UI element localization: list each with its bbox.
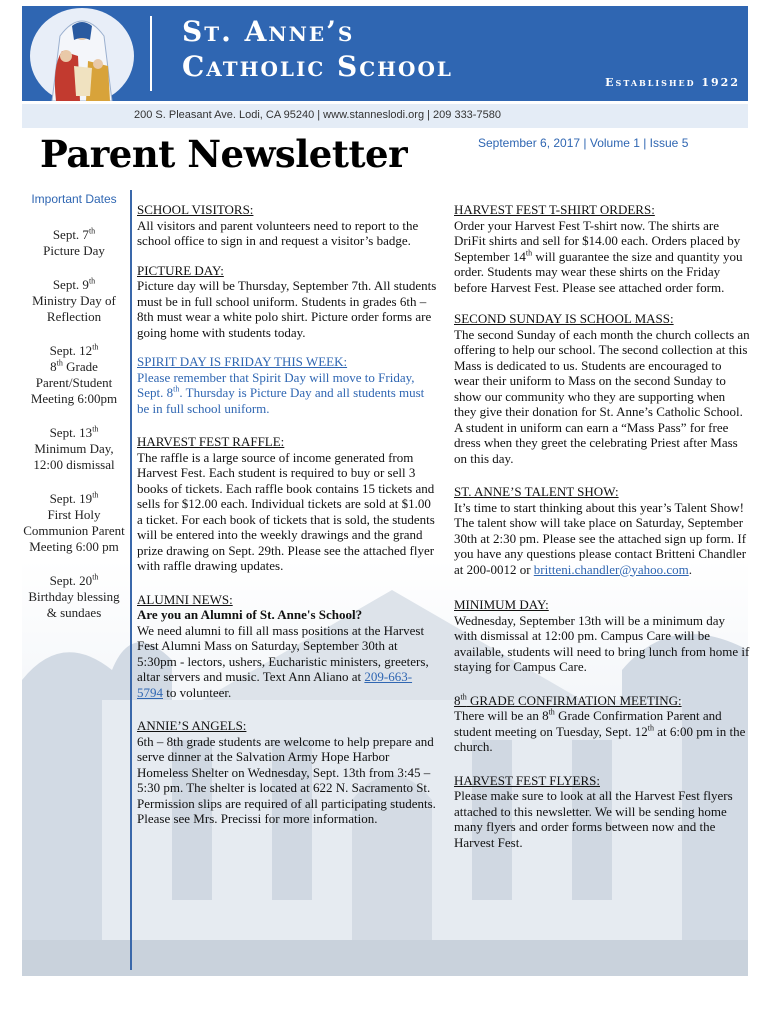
date-event: Birthday blessing & sundaes [28, 589, 120, 620]
body-text: . [688, 561, 692, 577]
date-day: Sept. 7 [52, 227, 89, 242]
header-banner [22, 6, 748, 101]
school-name [182, 14, 453, 84]
picture-day-section [137, 263, 437, 341]
section-heading: PICTURE DAY: [137, 262, 224, 278]
body-sup: th [548, 707, 555, 717]
column-divider [130, 190, 132, 970]
section-heading: ST. ANNE’S TALENT SHOW: [454, 484, 619, 499]
section-body: All visitors and parent volunteers need to report to the school office to sign in and request a visitor’s badge. [137, 217, 419, 248]
main-column-left [137, 202, 437, 841]
section-heading: MINIMUM DAY: [454, 597, 549, 612]
section-body: Please make sure to look at all the Harvest Fest flyers attached to this newsletter. We will be sending home many flyers and order forms between now and the Harvest Fest. [454, 788, 733, 850]
school-name-line1: St. Anne’s [182, 15, 355, 48]
date-sup: th [92, 490, 99, 500]
section-heading: HARVEST FEST T-SHIRT ORDERS: [454, 202, 655, 217]
section-body [137, 623, 437, 701]
date-day: Sept. 9 [52, 277, 89, 292]
date-item [22, 277, 126, 325]
section-heading: HARVEST FEST RAFFLE: [137, 434, 285, 449]
body-text: We need alumni to fill all mass positions at the Harvest Fest Alumni Mass on Saturday, September 30th at 5:30pm - lectors, ushers, Eucharistic ministers, greeters, altar servers and music. Text Ann Aliano at [137, 622, 429, 684]
harvest-fest-flyers-section [454, 773, 750, 851]
section-heading [454, 693, 750, 709]
date-sup: th [92, 342, 99, 352]
body-text: will guarantee the size and quantity you order. Students may wear these shirts on the Friday before Harvest Fest. Please see attached order form. [454, 248, 743, 295]
section-heading: ALUMNI NEWS: [137, 591, 233, 607]
date-event: First Holy Communion Parent Meeting 6:00 pm [23, 507, 125, 554]
section-body [454, 500, 750, 578]
date-sup: th [56, 358, 63, 368]
date-sup: th [92, 424, 99, 434]
newsletter-title: Parent Newsletter [40, 132, 408, 176]
alumni-news-section [137, 592, 437, 701]
main-column-right [454, 202, 750, 864]
phone-link[interactable]: 209-663-5794 [137, 669, 413, 700]
alumni-question: Are you an Alumni of St. Anne's School? [137, 607, 363, 622]
date-day: Sept. 19 [49, 491, 93, 506]
date-item [22, 343, 126, 407]
section-body [454, 708, 750, 755]
section-body: The second Sunday of each month the church collects an offering to help our school. The second collection at this Mass is dedicated to us. Students are encouraged to wear their uniform to Mass on the second Sunday to show our community who they are supporting when they give their donation for St. Anne’s Catholic School. A student in uniform can earn a “Mass Pass” for free dress when they greet the celebrating Priest after Mass on this day. [454, 326, 750, 466]
contact-info: 200 S. Pleasant Ave. Lodi, CA 95240 | www.stanneslodi.org | 209 333-7580 [134, 109, 501, 121]
date-item [22, 227, 126, 259]
date-event: Grade Parent/Student Meeting 6:00pm [30, 359, 118, 406]
date-sup: th [92, 572, 99, 582]
section-body [454, 218, 750, 296]
spirit-day-section [137, 354, 437, 416]
body-text: Please remember that Spirit Day will move to Friday, Sept. 8 [137, 369, 415, 400]
section-body: Wednesday, September 13th will be a minimum day with dismissal at 12:00 pm. Campus Care will be available, students will need to bring lunch from home if staying for Campus Care. [454, 612, 750, 674]
body-text: to volunteer. [163, 684, 232, 700]
body-text: Grade Confirmation Parent and student meeting on Tuesday, Sept. 12 [454, 708, 722, 739]
harvest-fest-raffle-section [137, 434, 437, 574]
section-body [137, 370, 437, 417]
section-body: The raffle is a large source of income generated from Harvest Fest. Each student is required to buy or sell 3 books of tickets. Each raffle book contains 15 tickets and sells for $12.00 each. Individual tickets are sold at $1.00 a ticket. For each book of tickets that is sold, the students will be entered into the weekly drawings and the grand prize drawing on Sept. 29th. Please see the attached flyer with raffle drawing updates. [137, 449, 435, 573]
date-day: Sept. 13 [49, 425, 93, 440]
issue-info: September 6, 2017 | Volume 1 | Issue 5 [478, 136, 689, 150]
date-event: Picture Day [43, 243, 105, 258]
established-label: Established 1922 [605, 76, 740, 89]
body-sup: th [647, 723, 655, 733]
school-visitors-section [137, 202, 437, 249]
important-dates-sidebar [22, 192, 126, 639]
heading-text: 8 [454, 692, 461, 708]
body-text: There will be an 8 [454, 708, 549, 723]
minimum-day-section [454, 597, 750, 675]
date-grade: 8 [50, 359, 57, 374]
body-sup: th [525, 248, 533, 258]
section-heading: SCHOOL VISITORS: [137, 202, 254, 217]
tshirt-orders-section [454, 202, 750, 295]
heading-sup: th [460, 692, 467, 702]
heading-text: GRADE CONFIRMATION MEETING: [466, 692, 682, 708]
date-sup: th [88, 276, 96, 286]
school-mass-section [454, 311, 750, 466]
section-body: 6th – 8th grade students are welcome to help prepare and serve dinner at the Salvation Army Hope Harbor Homeless Shelter on Wednesday, Sept. 13th from 3:45 – 5:30 pm. The shelter is located at 622 N. Sacramento St. Permission slips are required of all participating students. Please see Mrs. Precissi for more information. [137, 733, 436, 826]
body-text: Order your Harvest Fest T-shirt now. The shirts are DriFit shirts and sell for $14.00 each. Orders placed by September 14 [454, 217, 741, 264]
section-heading: HARVEST FEST FLYERS: [454, 772, 600, 788]
date-item [22, 425, 126, 473]
body-text: at 6:00 pm in the church. [454, 723, 746, 754]
banner-divider [150, 16, 152, 91]
date-day: Sept. 20 [49, 573, 93, 588]
date-event: Ministry Day of Reflection [32, 293, 116, 324]
annies-angels-section [137, 718, 437, 827]
date-event: Minimum Day, 12:00 dismissal [33, 441, 115, 472]
school-name-line2: Catholic School [182, 50, 453, 83]
body-text: . Thursday is Picture Day and all students must be in full school uniform. [137, 385, 425, 416]
section-body: Picture day will be Thursday, September 7th. All students must be in full school uniform. Students in grades 6th – 8th must wear a white polo shirt. Picture order forms are going home with students today. [137, 278, 437, 340]
important-dates-heading: Important Dates [31, 192, 117, 206]
email-link[interactable]: britteni.chandler@yahoo.com [533, 561, 689, 577]
date-sup: th [88, 226, 96, 236]
body-text: It’s time to start thinking about this year’s Talent Show! The talent show will take place on Saturday, September 30th at 2:30 pm. Please see the attached sign up form. If you have any questions please contact Britteni Chandler at 200-0012 or [454, 499, 747, 577]
body-sup: th [173, 384, 180, 394]
saints-illustration [22, 6, 142, 101]
talent-show-section [454, 484, 750, 577]
date-item [22, 573, 126, 621]
date-day: Sept. 12 [49, 343, 93, 358]
section-heading: ANNIE’S ANGELS: [137, 718, 247, 733]
section-heading: SECOND SUNDAY IS SCHOOL MASS: [454, 311, 674, 326]
address-bar [22, 104, 748, 128]
date-item [22, 491, 126, 555]
confirmation-meeting-section [454, 693, 750, 755]
section-heading: SPIRIT DAY IS FRIDAY THIS WEEK: [137, 354, 348, 369]
